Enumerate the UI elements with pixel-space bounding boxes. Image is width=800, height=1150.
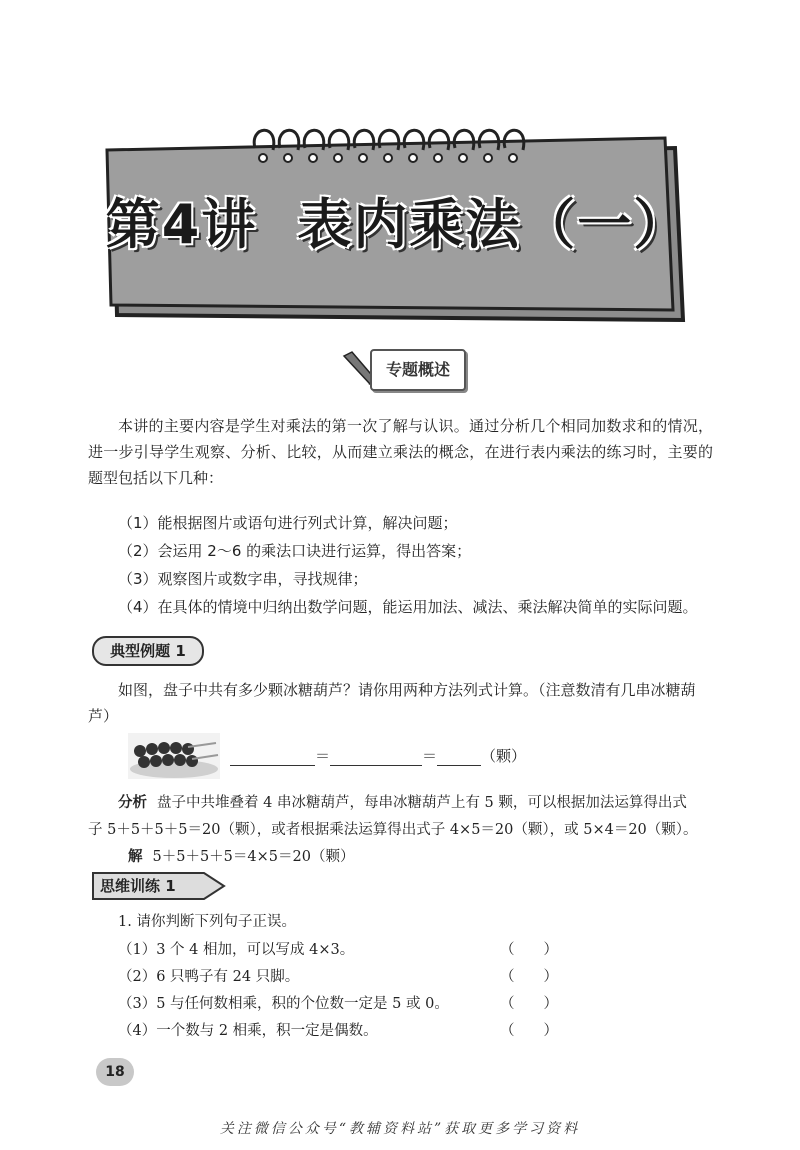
answer-parentheses[interactable]: （ ） [500, 942, 558, 958]
unit-label: （颗） [481, 747, 527, 765]
analysis-line: 子 5＋5＋5＋5＝20（颗），或者根据乘法运算得出式子 4×5＝20（颗），或 5×4＝20（颗）。 [88, 822, 698, 838]
equals-sign: ＝ [422, 747, 438, 765]
answer-parentheses[interactable]: （ ） [500, 996, 558, 1012]
solution-label: 解 [128, 849, 143, 865]
example-question: 如图，盘子中共有多少颗冰糖葫芦？请你用两种方法列式计算。（注意数清有几串冰糖葫芦） [88, 681, 696, 725]
footer-note: 关注微信公众号“教辅资料站”获取更多学习资料 [219, 1121, 581, 1137]
answer-blank[interactable] [230, 749, 315, 766]
training-question: 1. 请你判断下列句子正误。 [118, 914, 296, 930]
lesson-topic: 表内乘法（一） [297, 193, 690, 256]
analysis-block [88, 790, 718, 844]
solution-line [128, 845, 354, 866]
example-heading: 典型例题 1 [92, 636, 204, 666]
list-item: （3）观察图片或数字串，寻找规律； [118, 570, 368, 588]
candied-haws-photo [128, 733, 220, 779]
statement-item: （2）6 只鸭子有 24 只脚。 [118, 969, 300, 985]
intro-paragraph: 本讲的主要内容是学生对乘法的第一次了解与认识。通过分析几个相同加数求和的情况，进一步引导学生观察、分析、比较，从而建立乘法的概念，在进行表内乘法的练习时，主要的题型包括以下几种： [88, 417, 713, 487]
analysis-label: 分析 [118, 795, 147, 811]
section-tag-overview: 专题概述 [370, 349, 466, 391]
statement-item: （4）一个数与 2 相乘，积一定是偶数。 [118, 1023, 378, 1039]
answer-blank[interactable] [437, 749, 481, 766]
training-heading: 思维训练 1 [100, 877, 176, 895]
list-item: （1）能根据图片或语句进行列式计算，解决问题； [118, 514, 458, 532]
solution-text: 5＋5＋5＋5＝4×5＝20（颗） [152, 849, 355, 865]
answer-blank[interactable] [330, 749, 422, 766]
equals-sign: ＝ [315, 747, 331, 765]
analysis-line: 盘子中共堆叠着 4 串冰糖葫芦，每串冰糖葫芦上有 5 颗，可以根据加法运算得出式 [157, 795, 687, 811]
answer-blanks [230, 745, 526, 766]
list-item: （4）在具体的情境中归纳出数学问题，能运用加法、减法、乘法解决简单的实际问题。 [118, 598, 698, 616]
answer-parentheses[interactable]: （ ） [500, 1023, 558, 1039]
lesson-title [105, 190, 690, 260]
statement-item: （1）3 个 4 相加，可以写成 4×3。 [118, 942, 355, 958]
lesson-number: 第4讲 [105, 193, 258, 256]
answer-parentheses[interactable]: （ ） [500, 969, 558, 985]
list-item: （2）会运用 2～6 的乘法口诀进行运算，得出答案； [118, 542, 472, 560]
statement-item: （3）5 与任何数相乘，积的个位数一定是 5 或 0。 [118, 996, 449, 1012]
page-number: 18 [96, 1058, 134, 1086]
